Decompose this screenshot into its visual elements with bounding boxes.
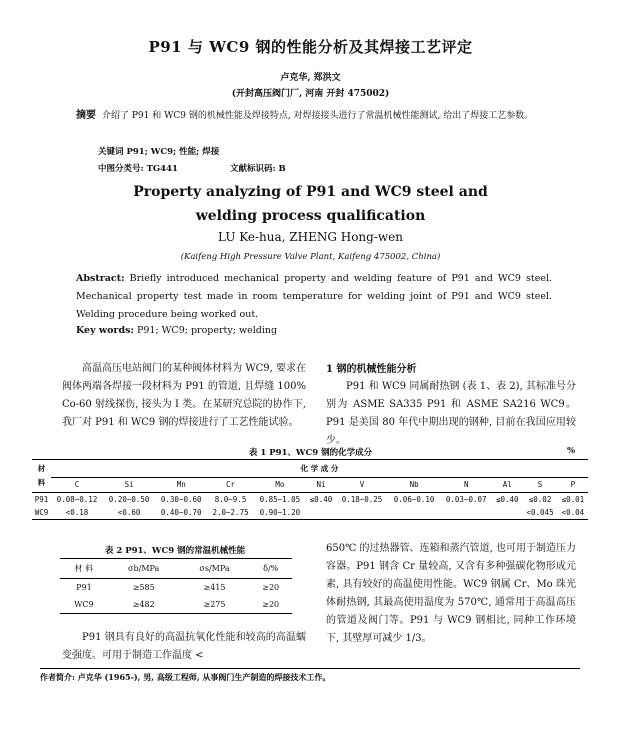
material-header-char-2: 料 — [37, 478, 46, 487]
abstract-cn-label: 摘要 — [76, 110, 96, 121]
intro-paragraph: 高温高压电站阀门的某种阀体材料为 WC9, 要求在阀体两端各焊接一段材料为 P91 的管道, 且焊缝 100% Co-60 射线探伤, 接头为 I 类。在某研究总院的协作下, 我厂对 P91 和 WC9 钢的焊接进行了工艺性能试验。 — [62, 363, 306, 428]
abstract-en — [76, 270, 552, 324]
table-1-cell: 0.30~0.60 — [160, 495, 202, 504]
table-1-unit: % — [567, 446, 576, 456]
table-1-cell: 0.85~1.05 — [259, 495, 301, 504]
section-1-paragraph: P91 和 WC9 同属耐热钢 (表 1、表 2), 其标准号分别为 ASME SA335 P91 和 ASME SA216 WC9。P91 是美国 80 年代中期出现的钢种, 目前在我国应用较少。 — [326, 381, 576, 446]
table-1-group-header: 化 学 成 分 — [51, 460, 588, 478]
paper-title-en: Property analyzing of P91 and WC9 steel and welding process qualification — [133, 184, 488, 224]
p91-paragraph: P91 钢具有良好的高温抗氧化性能和较高的高温蠕变强度。可用于制造工作温度 < — [62, 632, 306, 661]
table-1-cell: 0.18~0.25 — [341, 495, 383, 504]
table-1-col-header: Nb — [388, 477, 440, 492]
table-1-col-header: S — [522, 477, 558, 492]
table-1-cell: 0.20~0.50 — [108, 495, 150, 504]
table-1-col-header: V — [336, 477, 388, 492]
table-1-cell: 0.08~0.12 — [56, 495, 98, 504]
table-1-cell — [492, 506, 522, 520]
table-2-cell: ≥275 — [180, 596, 250, 614]
table-1-cell — [306, 506, 336, 520]
table-1-cell: 0.90~1.20 — [254, 506, 306, 520]
table-2-column-headers — [60, 559, 292, 579]
abstract-cn-text: 介绍了 P91 和 WC9 钢的机械性能及焊接特点, 对焊接接头进行了常温机械性能测试, 给出了焊接工艺参数。 — [102, 111, 534, 121]
table-1-cell: <0.60 — [103, 506, 155, 520]
table-1-col-header: Mn — [155, 477, 207, 492]
clc-number: 中图分类号: TG441 — [98, 164, 178, 174]
table-2-col-header: σb/MPa — [108, 559, 180, 579]
document-code: 文献标识码: B — [229, 164, 286, 174]
table-1-cell: 8.0~9.5 — [214, 495, 247, 504]
table-1-cell — [336, 506, 388, 520]
table-1-col-header: N — [440, 477, 492, 492]
table-2-caption: 表 2 P91、WC9 钢的常温机械性能 — [104, 546, 246, 556]
table-1-col-header: Al — [492, 477, 522, 492]
table-2-col-header: δ/% — [249, 559, 292, 579]
table-2-body — [60, 579, 292, 614]
authors-en: LU Ke-hua, ZHENG Hong-wen — [218, 230, 403, 244]
table-1-material-cell: P91 — [34, 495, 49, 504]
table-1-cell: ≤0.40 — [309, 495, 333, 504]
table-1-cell: ≤0.01 — [561, 495, 585, 504]
right-column-continued: 650℃ 的过热器管、连箱和蒸汽管道, 也可用于制造压力容器。P91 钢含 Cr 量较高, 又含有多种强碳化物形成元素, 具有较好的高温使用性能。WC9 钢属 Cr、Mo 珠光体耐热钢, 其最高使用温度为 570℃, 通常用于高温高压的管道及阀门等。P91 与 WC9 钢相比, 同种工作环境下, 其壁厚可减少 1/3。 — [326, 543, 576, 644]
table-2-cell: ≥20 — [262, 583, 280, 592]
table-2-cell: P91 — [76, 583, 92, 592]
table-1-material-header — [32, 460, 51, 493]
table-1-material-cell: WC9 — [32, 506, 51, 520]
table-1-column-headers — [32, 477, 588, 492]
table-row — [32, 493, 588, 507]
authors-cn: 卢克华, 郑洪文 — [280, 73, 341, 83]
table-1-body — [32, 493, 588, 520]
table-1-col-header: Cr — [207, 477, 254, 492]
keywords-en-label: Key words: — [76, 325, 134, 336]
classification-line — [98, 162, 338, 174]
table-1-cell: <0.04 — [558, 506, 588, 520]
table-row — [60, 596, 292, 614]
table-1-col-header: P — [558, 477, 588, 492]
table-1-cell: 0.40~0.70 — [155, 506, 207, 520]
table-2-col-header: 材 料 — [60, 559, 108, 579]
affiliation-en: (Kaifeng High Pressure Valve Plant, Kaifeng 475002, China) — [180, 252, 441, 262]
affiliation-cn: (开封高压阀门厂, 河南 开封 475002) — [231, 89, 390, 99]
table-row — [60, 579, 292, 597]
table-1-col-header: Si — [103, 477, 155, 492]
material-header-char-1: 材 — [37, 464, 46, 473]
table-1-cell: 2.0~2.75 — [207, 506, 254, 520]
table-1-col-header: Mo — [254, 477, 306, 492]
table-1-chemical-composition — [32, 459, 588, 520]
section-1-heading: 1 钢的机械性能分析 — [326, 364, 417, 375]
author-footnote: 作者简介: 卢克华 (1965-), 男, 高级工程师, 从事阀门生产制造的焊接技术工作。 — [40, 672, 331, 682]
table-2-cell: ≥415 — [203, 583, 226, 592]
keywords-en — [76, 325, 277, 336]
table-1-cell: <0.18 — [51, 506, 103, 520]
table-2-cell: ≥585 — [132, 583, 155, 592]
table-1-caption: 表 1 P91、WC9 钢的化学成分 — [248, 448, 373, 458]
table-2-cell: ≥20 — [249, 596, 292, 614]
keywords-en-text: P91; WC9; property; welding — [133, 325, 278, 336]
table-2-mechanical-properties — [60, 558, 292, 614]
footnote-divider — [40, 668, 580, 669]
table-1-col-header: Ni — [306, 477, 336, 492]
abstract-en-text: Briefly introduced mechanical property and welding feature of P91 and WC9 steel. Mechanical property test made in room temperature for welding joint of P91 and WC9 steel. Welding procedure being worked out. — [76, 273, 552, 320]
table-2-cell: WC9 — [60, 596, 108, 614]
table-2-cell: ≥482 — [108, 596, 180, 614]
table-1-cell — [440, 506, 492, 520]
table-row — [32, 506, 588, 520]
table-1-col-header: C — [51, 477, 103, 492]
table-1-cell: ≤0.02 — [528, 495, 552, 504]
table-2-col-header: σs/MPa — [180, 559, 250, 579]
table-1-cell — [388, 506, 440, 520]
table-1-cell: 0.03~0.07 — [445, 495, 487, 504]
table-1-cell: ≤0.40 — [495, 495, 519, 504]
table-1-cell: 0.06~0.10 — [393, 495, 435, 504]
keywords-cn: 关键词 P91; WC9; 性能; 焊接 — [98, 147, 220, 157]
abstract-en-label: Abstract: — [76, 273, 125, 284]
paper-title-cn: P91 与 WC9 钢的性能分析及其焊接工艺评定 — [148, 38, 473, 56]
table-1-cell: <0.045 — [522, 506, 558, 520]
abstract-cn — [76, 108, 566, 124]
